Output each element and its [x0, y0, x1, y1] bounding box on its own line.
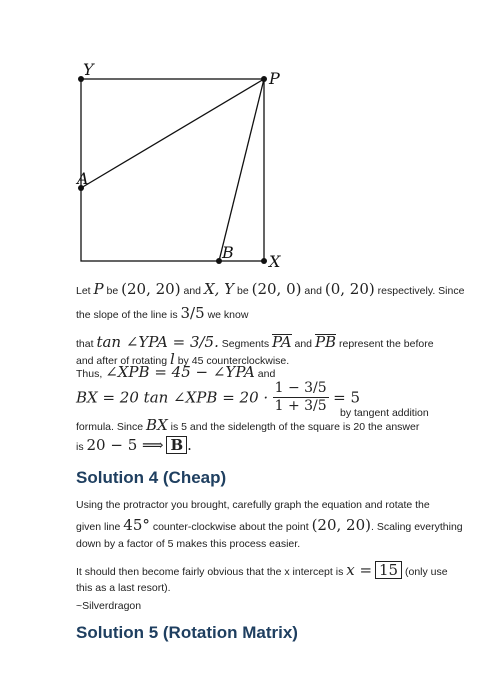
label-b: B	[222, 243, 234, 262]
text: the slope of the line is	[76, 309, 178, 321]
para-line-5	[76, 365, 275, 381]
solution-5-heading: Solution 5 (Rotation Matrix)	[76, 623, 298, 642]
math-coord: (0, 20)	[324, 280, 375, 298]
segment-pa	[81, 79, 264, 188]
square	[81, 79, 264, 261]
text: formula. Since	[76, 421, 144, 433]
text: and	[183, 285, 202, 297]
text: be	[106, 285, 119, 297]
text: be	[237, 285, 249, 297]
text: respectively. Since	[377, 285, 465, 297]
solution-4-heading: Solution 4 (Cheap)	[76, 468, 227, 487]
text: represent the before	[338, 338, 434, 350]
math-answer-expr: 20 − 5 ⟹	[86, 436, 164, 454]
math-l: l	[169, 350, 175, 368]
para-line-8	[76, 436, 192, 454]
para-line-1	[76, 282, 464, 298]
equation-bx	[76, 380, 360, 415]
solution-4-line-1	[76, 498, 430, 512]
math-segment-pb: PB	[314, 333, 337, 351]
text: by tangent addition	[340, 407, 429, 419]
fraction-numerator: 1 − 3/5	[274, 380, 327, 396]
text: down by a factor of 5 makes this process easier.	[76, 538, 301, 550]
text: counter-clockwise about the point	[152, 521, 309, 533]
text: is 5 and the sidelength of the square is 20 the answer	[170, 421, 420, 433]
text: Let	[76, 285, 91, 297]
label-p: P	[269, 69, 280, 88]
solution-4-line-5	[76, 581, 171, 595]
text: Segments	[221, 338, 270, 350]
para-line-2	[76, 306, 248, 322]
solution-4-line-2	[76, 518, 463, 534]
math-period: .	[187, 436, 192, 454]
answer-box-15: 15	[375, 561, 402, 579]
equation-fraction	[273, 380, 329, 415]
math-p: P	[93, 280, 104, 298]
math-slope: 3/5	[180, 304, 205, 322]
label-a: A	[77, 169, 89, 188]
solution-4-author	[76, 599, 141, 613]
text: that	[76, 338, 94, 350]
math-point: (20, 20)	[311, 516, 371, 534]
solution-4-line-4	[76, 561, 448, 579]
equation-right: = 5	[333, 388, 361, 407]
fraction-denominator: 1 + 3/5	[274, 398, 327, 414]
math-angle-45: 45°	[123, 516, 150, 534]
solution-4-line-3	[76, 537, 300, 551]
point-p	[261, 76, 267, 82]
text: Using the protractor you brought, carefully graph the equation and rotate the	[76, 499, 430, 511]
point-x	[261, 258, 267, 264]
segment-pb	[219, 79, 264, 261]
math-coord: (20, 20)	[121, 280, 181, 298]
text: this as a last resort).	[76, 582, 171, 594]
text: and	[257, 368, 276, 380]
text: is	[76, 441, 84, 453]
text: and	[304, 285, 322, 297]
text: . Scaling everything	[371, 521, 463, 533]
equation-left: BX = 20 tan ∠XPB = 20 ·	[76, 388, 269, 407]
text: given line	[76, 521, 121, 533]
math-tan: tan ∠YPA = 3/5.	[96, 333, 219, 351]
text: Thus,	[76, 368, 103, 380]
text: It should then become fairly obvious that the x intercept is	[76, 566, 344, 578]
math-coord: (20, 0)	[251, 280, 302, 298]
math-bx: BX	[146, 416, 168, 434]
author: ~Silverdragon	[76, 600, 142, 612]
text: we know	[207, 309, 249, 321]
text: and	[294, 338, 313, 350]
math-x-equals: x =	[346, 561, 373, 579]
math-xy: X, Y	[203, 280, 235, 298]
text: and after of rotating	[76, 355, 168, 367]
math-angle: ∠XPB = 45 − ∠YPA	[105, 363, 255, 381]
para-line-7	[76, 418, 419, 434]
answer-box: B	[166, 436, 187, 454]
text: (only use	[404, 566, 448, 578]
geometry-figure	[0, 0, 500, 290]
text: by 45 counterclockwise.	[177, 355, 290, 367]
label-y: Y	[83, 60, 94, 79]
para-line-3	[76, 334, 434, 351]
label-x: X	[269, 252, 281, 271]
math-segment-pa: PA	[272, 333, 292, 351]
